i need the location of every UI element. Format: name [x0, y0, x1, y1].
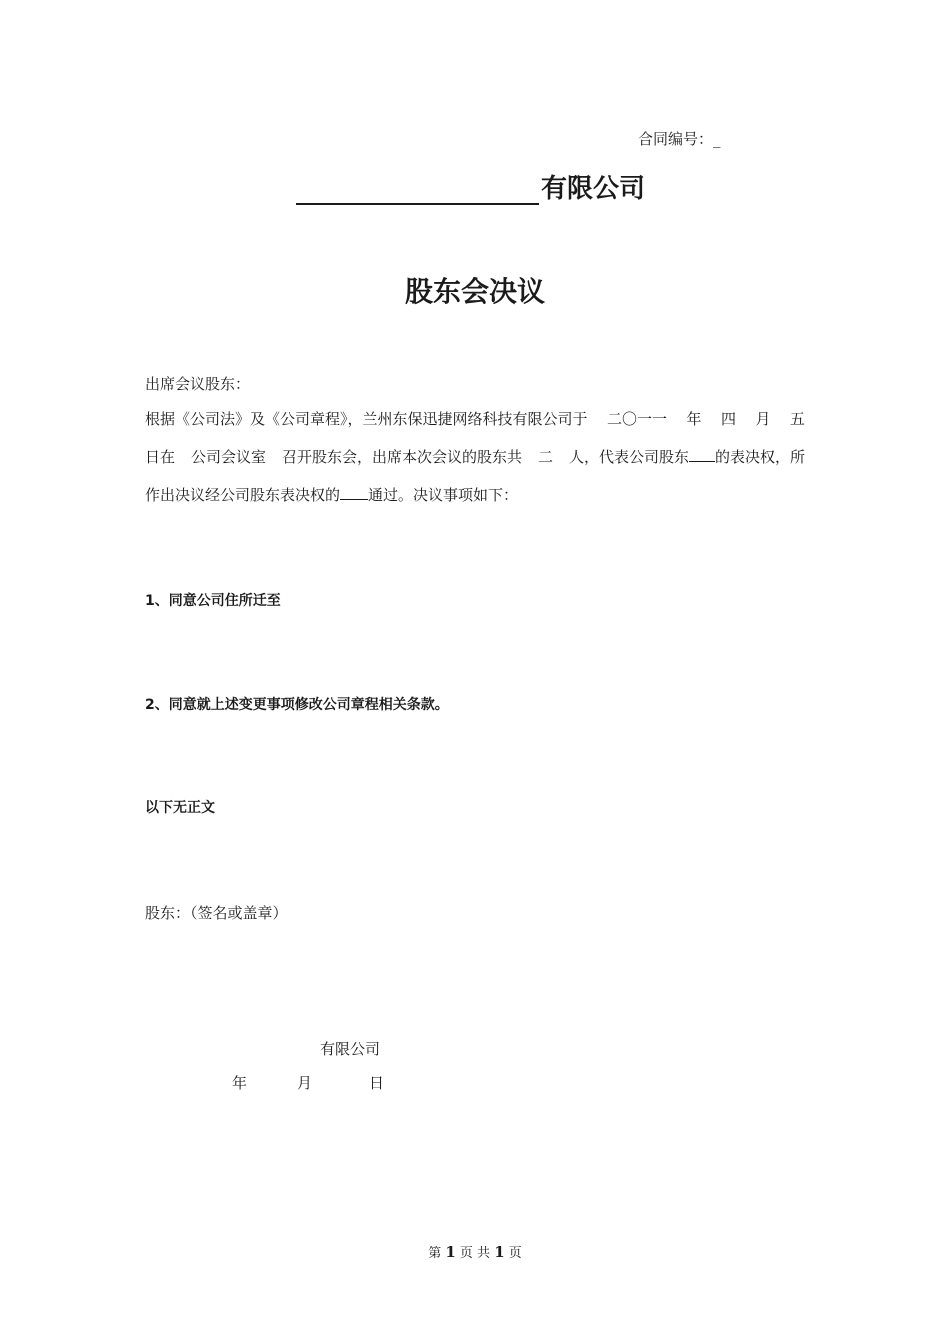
paragraph-line-1 — [145, 408, 805, 429]
paragraph-line-2 — [145, 446, 805, 467]
resolution-item-1: 1、同意公司住所迁至 — [145, 593, 281, 609]
document-title: 股东会决议 — [404, 275, 545, 308]
meeting-location: 公司会议室 — [190, 448, 266, 466]
paragraph-text-with-blank: 人，代表公司股东 的表决权，所 — [568, 448, 805, 466]
page-number: 1 — [445, 1243, 456, 1261]
attendees-label: 出席会议股东： — [145, 375, 251, 393]
year-label: 年 — [686, 410, 702, 428]
meeting-year: 二〇一一 — [606, 410, 667, 428]
meeting-month: 四 — [720, 410, 736, 428]
meeting-day: 五 — [789, 410, 805, 428]
signature-day-label: 日 — [369, 1074, 385, 1092]
footer-text: 页 — [508, 1246, 522, 1261]
company-name-line — [296, 168, 645, 205]
company-name-suffix: 有限公司 — [541, 174, 646, 204]
approval-ratio-blank — [340, 485, 368, 500]
paragraph-text: 通过。决议事项如下： — [368, 486, 519, 504]
paragraph-text: 召开股东会，出席本次会议的股东共 — [281, 448, 522, 466]
month-label: 月 — [755, 410, 771, 428]
paragraph-text: 作出决议经公司股东表决权的 — [145, 486, 341, 504]
signature-date — [232, 1072, 384, 1093]
page-total: 1 — [494, 1243, 505, 1261]
paragraph-text: 根据《公司法》及《公司章程》，兰州东保迅捷网络科技有限公司于 — [145, 410, 588, 428]
voting-rights-blank — [689, 447, 715, 462]
paragraph-line-3 — [145, 484, 518, 505]
day-label: 日在 — [145, 448, 176, 466]
footer-text: 页 共 — [459, 1246, 491, 1261]
page-footer — [0, 1242, 950, 1261]
resolution-item-2: 2、同意就上述变更事项修改公司章程相关条款。 — [145, 697, 449, 713]
footer-text: 第 — [428, 1246, 442, 1261]
company-name-blank — [296, 173, 539, 205]
shareholder-count: 二 — [537, 448, 553, 466]
signature-company: 有限公司 — [320, 1040, 381, 1058]
signature-month-label: 月 — [297, 1074, 313, 1092]
contract-number-label: 合同编号：_ — [638, 130, 721, 148]
signature-year-label: 年 — [232, 1074, 248, 1092]
end-of-text-note: 以下无正文 — [145, 800, 215, 816]
shareholder-signature-label: 股东：（签名或盖章） — [145, 904, 288, 922]
